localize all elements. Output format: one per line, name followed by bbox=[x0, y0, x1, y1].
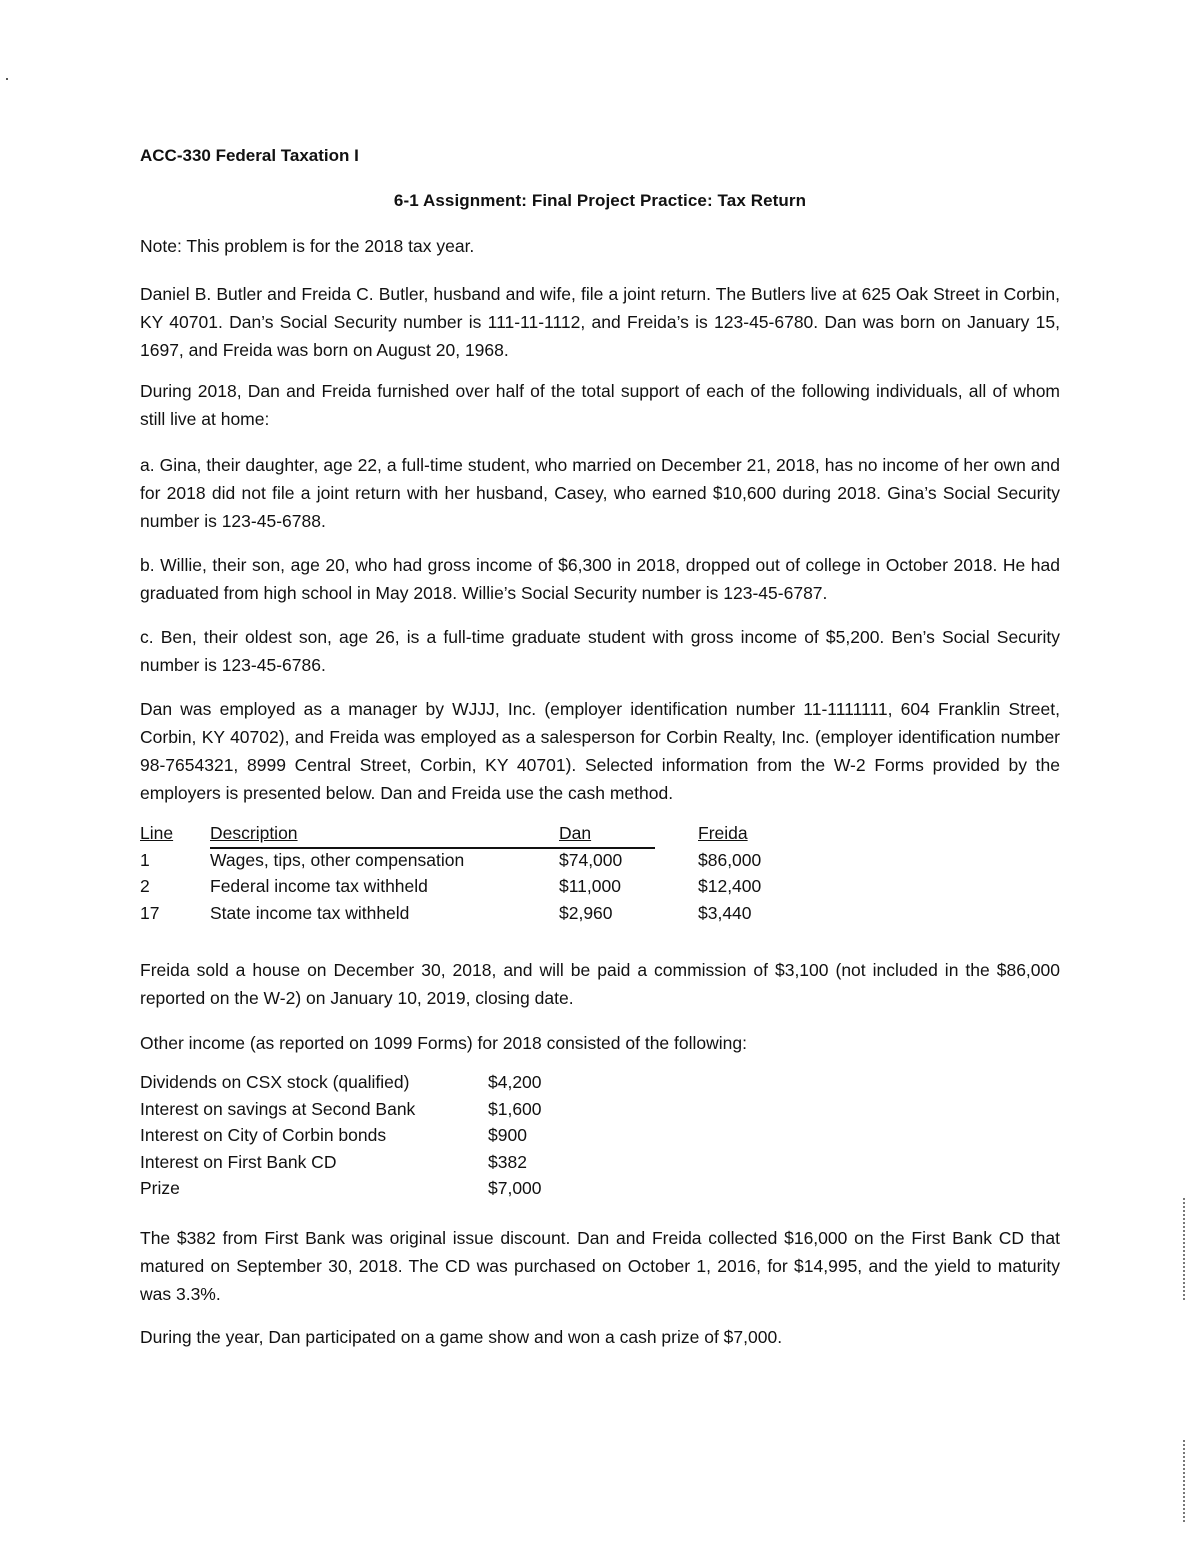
house-sale-paragraph: Freida sold a house on December 30, 2018, and will be paid a commission of $3,100 (not included in the $86,000 reported on the W-2) on January 10, 2019, closing date. bbox=[140, 960, 1060, 1008]
list-item bbox=[140, 1099, 570, 1126]
income-label: Interest on City of Corbin bonds bbox=[140, 1125, 387, 1145]
dependent-b-paragraph: b. Willie, their son, age 20, who had gross income of $6,300 in 2018, dropped out of college in October 2018. He had graduated from high school in May 2018. Willie’s Social Security number is 123-45-6787. bbox=[140, 555, 1060, 603]
table-row bbox=[140, 903, 780, 930]
row-dan-amount: $11,000 bbox=[559, 876, 621, 896]
list-item bbox=[140, 1152, 570, 1179]
header-freida: Freida bbox=[698, 823, 748, 843]
header-description: Description bbox=[210, 823, 298, 843]
w2-table bbox=[140, 823, 780, 929]
row-description: State income tax withheld bbox=[210, 902, 410, 923]
income-amount: $7,000 bbox=[488, 1178, 542, 1198]
scan-mark bbox=[6, 78, 8, 80]
row-line: 2 bbox=[140, 876, 150, 896]
header-line: Line bbox=[140, 823, 174, 843]
course-title: ACC-330 Federal Taxation I bbox=[140, 146, 359, 165]
support-paragraph: During 2018, Dan and Freida furnished over half of the total support of each of the following individuals, all of whom still live at home: bbox=[140, 381, 1060, 429]
row-dan-amount: $2,960 bbox=[559, 902, 613, 923]
row-description: Federal income tax withheld bbox=[210, 876, 428, 896]
income-amount: $382 bbox=[488, 1151, 527, 1172]
scan-edge-mark bbox=[1183, 1198, 1187, 1300]
w2-table-header bbox=[140, 823, 780, 850]
row-line: 17 bbox=[140, 902, 160, 923]
table-row bbox=[140, 876, 780, 903]
header-underline bbox=[210, 847, 655, 849]
taxpayer-info-paragraph: Daniel B. Butler and Freida C. Butler, husband and wife, file a joint return. The Butlers live at 625 Oak Street in Corbin, KY 40701. Dan’s Social Security number is 111-11-1112, and Freida’s is 123-45-6780. Dan was born on January 15, 1697, and Freida was born on August 20, 1968. bbox=[140, 284, 1060, 360]
row-freida-amount: $86,000 bbox=[698, 849, 762, 870]
table-row bbox=[140, 850, 780, 877]
employment-paragraph: Dan was employed as a manager by WJJJ, Inc. (employer identification number 11-1111111, 604 Franklin Street, Corbin, KY 40702), and Freida was employed as a salesperson for Corbin Realty, Inc. (employer identification number 98-7654321, 8999 Central Street, Corbin, KY 40701). Selected information from the W-2 Forms provided by the employers is presented below. Dan and Freida use the cash method. bbox=[140, 699, 1060, 803]
dependent-a-paragraph: a. Gina, their daughter, age 22, a full-time student, who married on December 21, 2018, has no income of her own and for 2018 did not file a joint return with her husband, Casey, who earned $10,600 during 2018. Gina’s Social Security number is 123-45-6788. bbox=[140, 455, 1060, 531]
income-label: Dividends on CSX stock (qualified) bbox=[140, 1072, 410, 1092]
row-dan-amount: $74,000 bbox=[559, 849, 623, 870]
other-income-paragraph: Other income (as reported on 1099 Forms) for 2018 consisted of the following: bbox=[140, 1033, 747, 1053]
income-label: Prize bbox=[140, 1178, 180, 1198]
list-item bbox=[140, 1125, 570, 1152]
income-label: Interest on savings at Second Bank bbox=[140, 1098, 416, 1119]
oid-paragraph: The $382 from First Bank was original issue discount. Dan and Freida collected $16,000 on the First Bank CD that matured on September 30, 2018. The CD was purchased on October 1, 2016, for $14,995, and the yield to maturity was 3.3%. bbox=[140, 1228, 1060, 1304]
income-amount: $1,600 bbox=[488, 1098, 542, 1119]
prize-paragraph: During the year, Dan participated on a game show and won a cash prize of $7,000. bbox=[140, 1327, 783, 1347]
assignment-title: 6-1 Assignment: Final Project Practice: Tax Return bbox=[393, 191, 807, 210]
row-freida-amount: $3,440 bbox=[698, 902, 752, 923]
income-amount: $900 bbox=[488, 1125, 527, 1145]
list-item bbox=[140, 1178, 570, 1205]
note-paragraph: Note: This problem is for the 2018 tax year. bbox=[140, 236, 475, 256]
row-description: Wages, tips, other compensation bbox=[210, 849, 465, 870]
list-item bbox=[140, 1072, 570, 1099]
header-dan: Dan bbox=[559, 823, 592, 843]
income-label: Interest on First Bank CD bbox=[140, 1151, 337, 1172]
row-line: 1 bbox=[140, 849, 150, 870]
income-list bbox=[140, 1072, 570, 1205]
dependent-c-paragraph: c. Ben, their oldest son, age 26, is a full-time graduate student with gross income of $5,200. Ben’s Social Security number is 123-45-6786. bbox=[140, 627, 1060, 675]
row-freida-amount: $12,400 bbox=[698, 876, 762, 896]
scan-edge-mark bbox=[1183, 1440, 1187, 1522]
income-amount: $4,200 bbox=[488, 1072, 542, 1092]
